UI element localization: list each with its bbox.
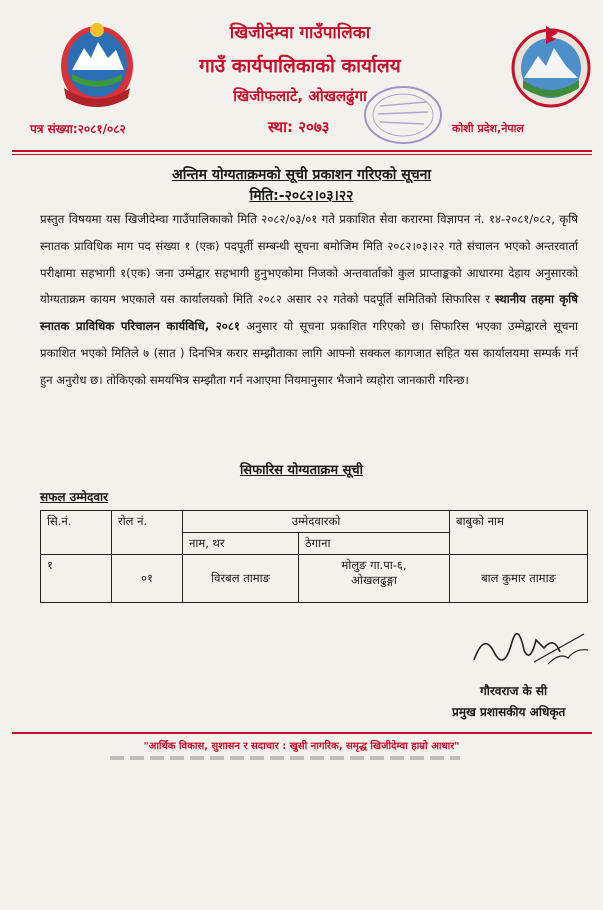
province-name: कोशी प्रदेश,नेपाल (452, 122, 524, 135)
body-bold-procedure: स्थानीय तहमा कृषि स्नातक प्राविधिक परिचालन कार्यविधि, २०८१ (40, 292, 578, 334)
list-title (0, 460, 603, 478)
table-header-row (41, 511, 588, 533)
cell-name: विरबल तामाङ (183, 555, 299, 603)
successful-candidate-label: सफल उम्मेदवार (40, 490, 109, 504)
header-candidate: उम्मेदवारको (183, 511, 450, 533)
header-roll: रोल नं. (112, 511, 183, 555)
notice-date (0, 186, 603, 205)
header-divider (12, 150, 592, 152)
notice-body (40, 206, 578, 394)
header-serial: सि.नं. (41, 511, 112, 555)
municipality-logo-icon (510, 22, 592, 112)
table-row (41, 555, 588, 603)
signatory-name: गौरवराज के सी (480, 684, 548, 698)
cell-address-line2: ओखलढुङ्गा (351, 573, 397, 587)
header-divider-thin (12, 154, 592, 155)
signature-icon (464, 612, 594, 672)
office-stamp-icon (362, 82, 444, 148)
list-title-text: सिफारिस योग्यताक्रम सूची (239, 463, 364, 478)
letter-number: पत्र संख्या:२०८१/०८२ (30, 122, 126, 136)
cell-serial: १ (41, 555, 112, 603)
signatory-title: प्रमुख प्रशासकीय अधिकृत (452, 705, 566, 719)
notice-date-text: मिति:-२०८२।०३।२२ (249, 188, 354, 204)
cell-roll: ०१ (112, 555, 183, 603)
cell-father: बाल कुमार तामाङ (450, 555, 588, 603)
cell-address (299, 555, 450, 603)
body-part-1: प्रस्तुत विषयमा यस खिजीदेम्वा गाउँपालिकाको मिति २०८२/०३/०१ गते प्रकाशित सेवा करारमा विज्ञापन नं. १४-२०८१/०८२, कृषि स्नातक प्राविधिक माग पद संख्या १ (एक) पदपूर्ती सम्बन्धी सूचना बमोजिम मिति २०८२।०३।२२ गते संचालन भएको अन्तरवार्ता परीक्षामा सहभागी १(एक) जना उम्मेद्वार सहभागी हुनुभएकोमा निजको अन्तवार्ताको कुल प्राप्ताङ्कको आधारमा देहाय अनुसारको योग्यताक्रम कायम भएकाले यस कार्यालयको मिति २०८२ असार २२ गतेको पदपूर्ति समितिको सिफारिस र (40, 212, 578, 307)
footer-divider (12, 732, 592, 734)
notice-title (0, 165, 603, 184)
nepal-emblem-icon (58, 18, 136, 108)
municipality-name: खिजीदेम्वा गाउँपालिका (229, 23, 371, 43)
cell-address-line1: मोलुङ गा.पा-६, (341, 558, 407, 572)
header-name: नाम, थर (183, 533, 299, 555)
candidate-table (40, 510, 588, 603)
footer-cut-line (110, 756, 460, 760)
notice-title-text: अन्तिम योग्यताक्रमको सूची प्रकाशन गरिएको सूचना (172, 167, 431, 183)
header-father: बाबुको नाम (450, 511, 588, 555)
established-year: स्था: २०७३ (268, 118, 330, 136)
body-part-2: अनुसार यो सूचना प्रकाशित गरिएको छ। सिफारिस भएका उम्मेद्वारले सूचना प्रकाशित भएको मितिले ७ (सात ) दिनभित्र करार सम्झौताका लागि आफ्नो सक्कल कागजात सहित यस कार्यालयमा सम्पर्क गर्न हुन अनुरोध छ। तोकिएको समयभित्र सम्झौता गर्न नआएमा नियमानुसार भैजाने व्यहोरा जानकारी गरिन्छ। (40, 319, 578, 387)
header-address: ठेगाना (299, 533, 450, 555)
office-address: खिजीफलाटे, ओखलढुंगा (233, 87, 367, 105)
office-name: गाउँ कार्यपालिकाको कार्यालय (199, 55, 401, 77)
footer-motto: "आर्थिक विकास, सुशासन र सदाचार : खुसी नागरिक, समृद्ध खिजीदेम्वा हाम्रो आधार" (143, 741, 460, 752)
